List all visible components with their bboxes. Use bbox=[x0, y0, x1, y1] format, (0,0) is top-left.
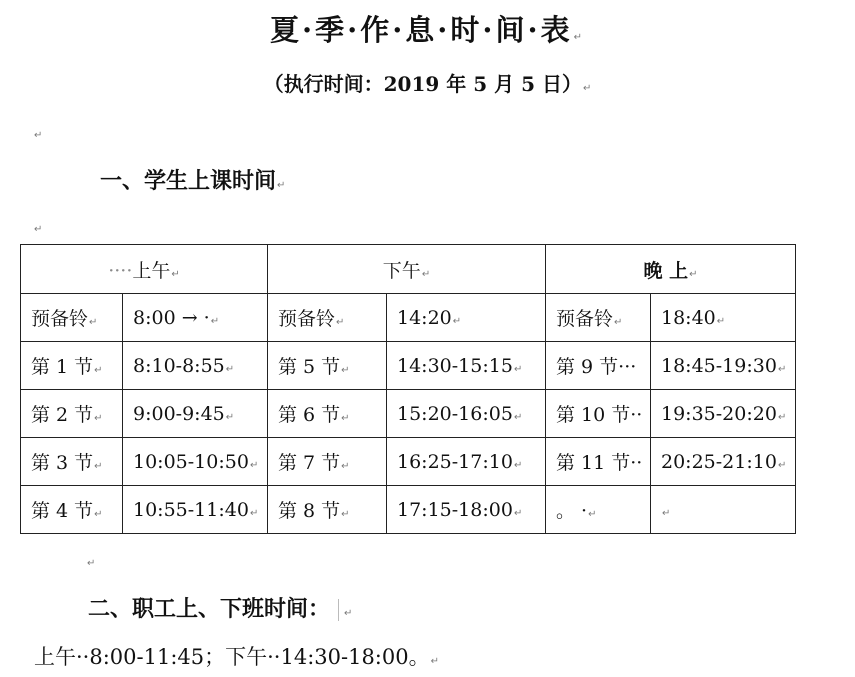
cell-end-mark-icon: ↵ bbox=[94, 365, 103, 376]
cell-end-mark-icon: ↵ bbox=[341, 413, 350, 424]
cell-end-mark-icon: ↵ bbox=[716, 315, 726, 327]
afternoon-period-cell bbox=[268, 342, 387, 390]
time-range: 17:15-18:00 bbox=[397, 498, 513, 521]
time-range: 20:25-21:10 bbox=[661, 450, 777, 473]
cell-end-mark-icon: ↵ bbox=[689, 268, 698, 280]
morning-time-cell bbox=[123, 294, 268, 342]
paragraph-mark-icon: ↵ bbox=[34, 224, 43, 235]
cell-end-mark-icon: ↵ bbox=[513, 507, 523, 519]
cell-end-mark-icon: ↵ bbox=[513, 363, 523, 375]
period-label: 第 5 节 bbox=[278, 356, 341, 378]
time-range: 8:10-8:55 bbox=[133, 354, 225, 377]
period-label: 第 11 节·· bbox=[556, 452, 643, 474]
cell-end-mark-icon: ↵ bbox=[225, 411, 235, 423]
cell-end-mark-icon: ↵ bbox=[225, 363, 235, 375]
time-range: 14:20 bbox=[397, 306, 452, 329]
header-afternoon-label: 下午 bbox=[382, 259, 421, 282]
table-row bbox=[21, 486, 796, 534]
morning-time-cell bbox=[123, 342, 268, 390]
afternoon-period-cell bbox=[268, 294, 387, 342]
period-label: 预备铃 bbox=[556, 308, 614, 330]
period-label: 第 7 节 bbox=[278, 452, 341, 474]
cell-end-mark-icon: ↵ bbox=[341, 509, 350, 520]
time-range: 10:55-11:40 bbox=[133, 498, 249, 521]
cell-end-mark-icon: ↵ bbox=[662, 507, 671, 519]
morning-time-cell bbox=[123, 438, 268, 486]
cell-end-mark-icon: ↵ bbox=[171, 268, 180, 280]
text-cursor bbox=[338, 599, 339, 621]
period-label: 预备铃 bbox=[278, 308, 336, 330]
working-hours-text: 上午··8:00-11:45；下午··14:30-18:00。 bbox=[34, 645, 430, 669]
time-range: 8:00 → · bbox=[133, 306, 210, 329]
cell-end-mark-icon: ↵ bbox=[513, 411, 523, 423]
afternoon-time-cell bbox=[387, 486, 546, 534]
period-label: 第 9 节··· bbox=[556, 356, 637, 378]
document-subtitle bbox=[0, 68, 855, 97]
period-label: 第 6 节 bbox=[278, 404, 341, 426]
cell-end-mark-icon: ↵ bbox=[94, 413, 103, 424]
time-range: 14:30-15:15 bbox=[397, 354, 513, 377]
time-range: 18:45-19:30 bbox=[661, 354, 777, 377]
header-evening bbox=[546, 245, 796, 294]
cell-end-mark-icon: ↵ bbox=[210, 315, 220, 327]
evening-period-cell bbox=[546, 486, 651, 534]
paragraph-mark-icon: ↵ bbox=[344, 608, 353, 619]
effective-date-text: （执行时间：2019 年 5 月 5 日） bbox=[263, 72, 582, 96]
period-label: 第 1 节 bbox=[31, 356, 94, 378]
header-evening-label: 晚 上 bbox=[643, 259, 689, 282]
cell-end-mark-icon: ↵ bbox=[777, 363, 787, 375]
section-heading-text: 二、职工上、下班时间： bbox=[88, 596, 331, 622]
paragraph-mark-icon: ↵ bbox=[573, 32, 585, 43]
paragraph-mark-icon: ↵ bbox=[34, 130, 43, 141]
cell-end-mark-icon: ↵ bbox=[341, 461, 350, 472]
cell-end-mark-icon: ↵ bbox=[513, 459, 523, 471]
cell-end-mark-icon: ↵ bbox=[421, 268, 431, 280]
time-range: 18:40 bbox=[661, 306, 716, 329]
morning-period-cell bbox=[21, 390, 123, 438]
time-range: 10:05-10:50 bbox=[133, 450, 249, 473]
leading-dots: ···· bbox=[108, 259, 133, 282]
cell-end-mark-icon: ↵ bbox=[614, 317, 623, 328]
evening-time-cell bbox=[651, 342, 796, 390]
cell-end-mark-icon: ↵ bbox=[94, 509, 103, 520]
document-title-text: 夏·季·作·息·时·间·表 bbox=[270, 13, 573, 47]
period-label: 第 8 节 bbox=[278, 500, 341, 522]
section-heading-staff-hours bbox=[88, 592, 352, 623]
paragraph-mark-icon: ↵ bbox=[87, 558, 96, 569]
table-row bbox=[21, 438, 796, 486]
cell-end-mark-icon: ↵ bbox=[777, 411, 787, 423]
staff-working-hours bbox=[34, 641, 439, 671]
afternoon-period-cell bbox=[268, 486, 387, 534]
period-label: 第 4 节 bbox=[31, 500, 94, 522]
afternoon-time-cell bbox=[387, 438, 546, 486]
cell-end-mark-icon: ↵ bbox=[249, 507, 259, 519]
period-label: 预备铃 bbox=[31, 308, 89, 330]
document-title bbox=[0, 8, 855, 49]
morning-period-cell bbox=[21, 438, 123, 486]
class-schedule-table bbox=[20, 244, 796, 534]
cell-end-mark-icon: ↵ bbox=[341, 365, 350, 376]
period-label: 第 2 节 bbox=[31, 404, 94, 426]
afternoon-period-cell bbox=[268, 438, 387, 486]
section-heading-class-time bbox=[100, 164, 285, 195]
morning-period-cell bbox=[21, 294, 123, 342]
morning-period-cell bbox=[21, 342, 123, 390]
header-afternoon bbox=[268, 245, 546, 294]
cell-end-mark-icon: ↵ bbox=[452, 315, 462, 327]
evening-period-cell bbox=[546, 294, 651, 342]
evening-time-cell bbox=[651, 486, 796, 534]
evening-time-cell bbox=[651, 390, 796, 438]
evening-period-cell bbox=[546, 438, 651, 486]
header-morning bbox=[21, 245, 268, 294]
cell-end-mark-icon: ↵ bbox=[588, 509, 597, 520]
table-row bbox=[21, 390, 796, 438]
afternoon-time-cell bbox=[387, 390, 546, 438]
time-range: 19:35-20:20 bbox=[661, 402, 777, 425]
time-range: 15:20-16:05 bbox=[397, 402, 513, 425]
cell-end-mark-icon: ↵ bbox=[249, 459, 259, 471]
period-label: 第 10 节·· bbox=[556, 404, 643, 426]
header-morning-label: 上午 bbox=[132, 259, 171, 282]
section-heading-text: 一、学生上课时间 bbox=[100, 168, 277, 194]
paragraph-mark-icon: ↵ bbox=[277, 180, 286, 191]
afternoon-period-cell bbox=[268, 390, 387, 438]
paragraph-mark-icon: ↵ bbox=[582, 83, 592, 94]
cell-end-mark-icon: ↵ bbox=[777, 459, 787, 471]
afternoon-time-cell bbox=[387, 342, 546, 390]
evening-period-cell bbox=[546, 342, 651, 390]
period-label: 第 3 节 bbox=[31, 452, 94, 474]
afternoon-time-cell bbox=[387, 294, 546, 342]
table-row bbox=[21, 294, 796, 342]
evening-period-cell bbox=[546, 390, 651, 438]
table-row bbox=[21, 342, 796, 390]
cell-end-mark-icon: ↵ bbox=[89, 317, 98, 328]
time-range: 9:00-9:45 bbox=[133, 402, 225, 425]
period-label: 。 · bbox=[556, 500, 588, 522]
morning-time-cell bbox=[123, 486, 268, 534]
time-range: 16:25-17:10 bbox=[397, 450, 513, 473]
evening-time-cell bbox=[651, 294, 796, 342]
evening-time-cell bbox=[651, 438, 796, 486]
morning-period-cell bbox=[21, 486, 123, 534]
cell-end-mark-icon: ↵ bbox=[336, 317, 345, 328]
paragraph-mark-icon: ↵ bbox=[430, 656, 439, 667]
morning-time-cell bbox=[123, 390, 268, 438]
table-header-row bbox=[21, 245, 796, 294]
cell-end-mark-icon: ↵ bbox=[94, 461, 103, 472]
